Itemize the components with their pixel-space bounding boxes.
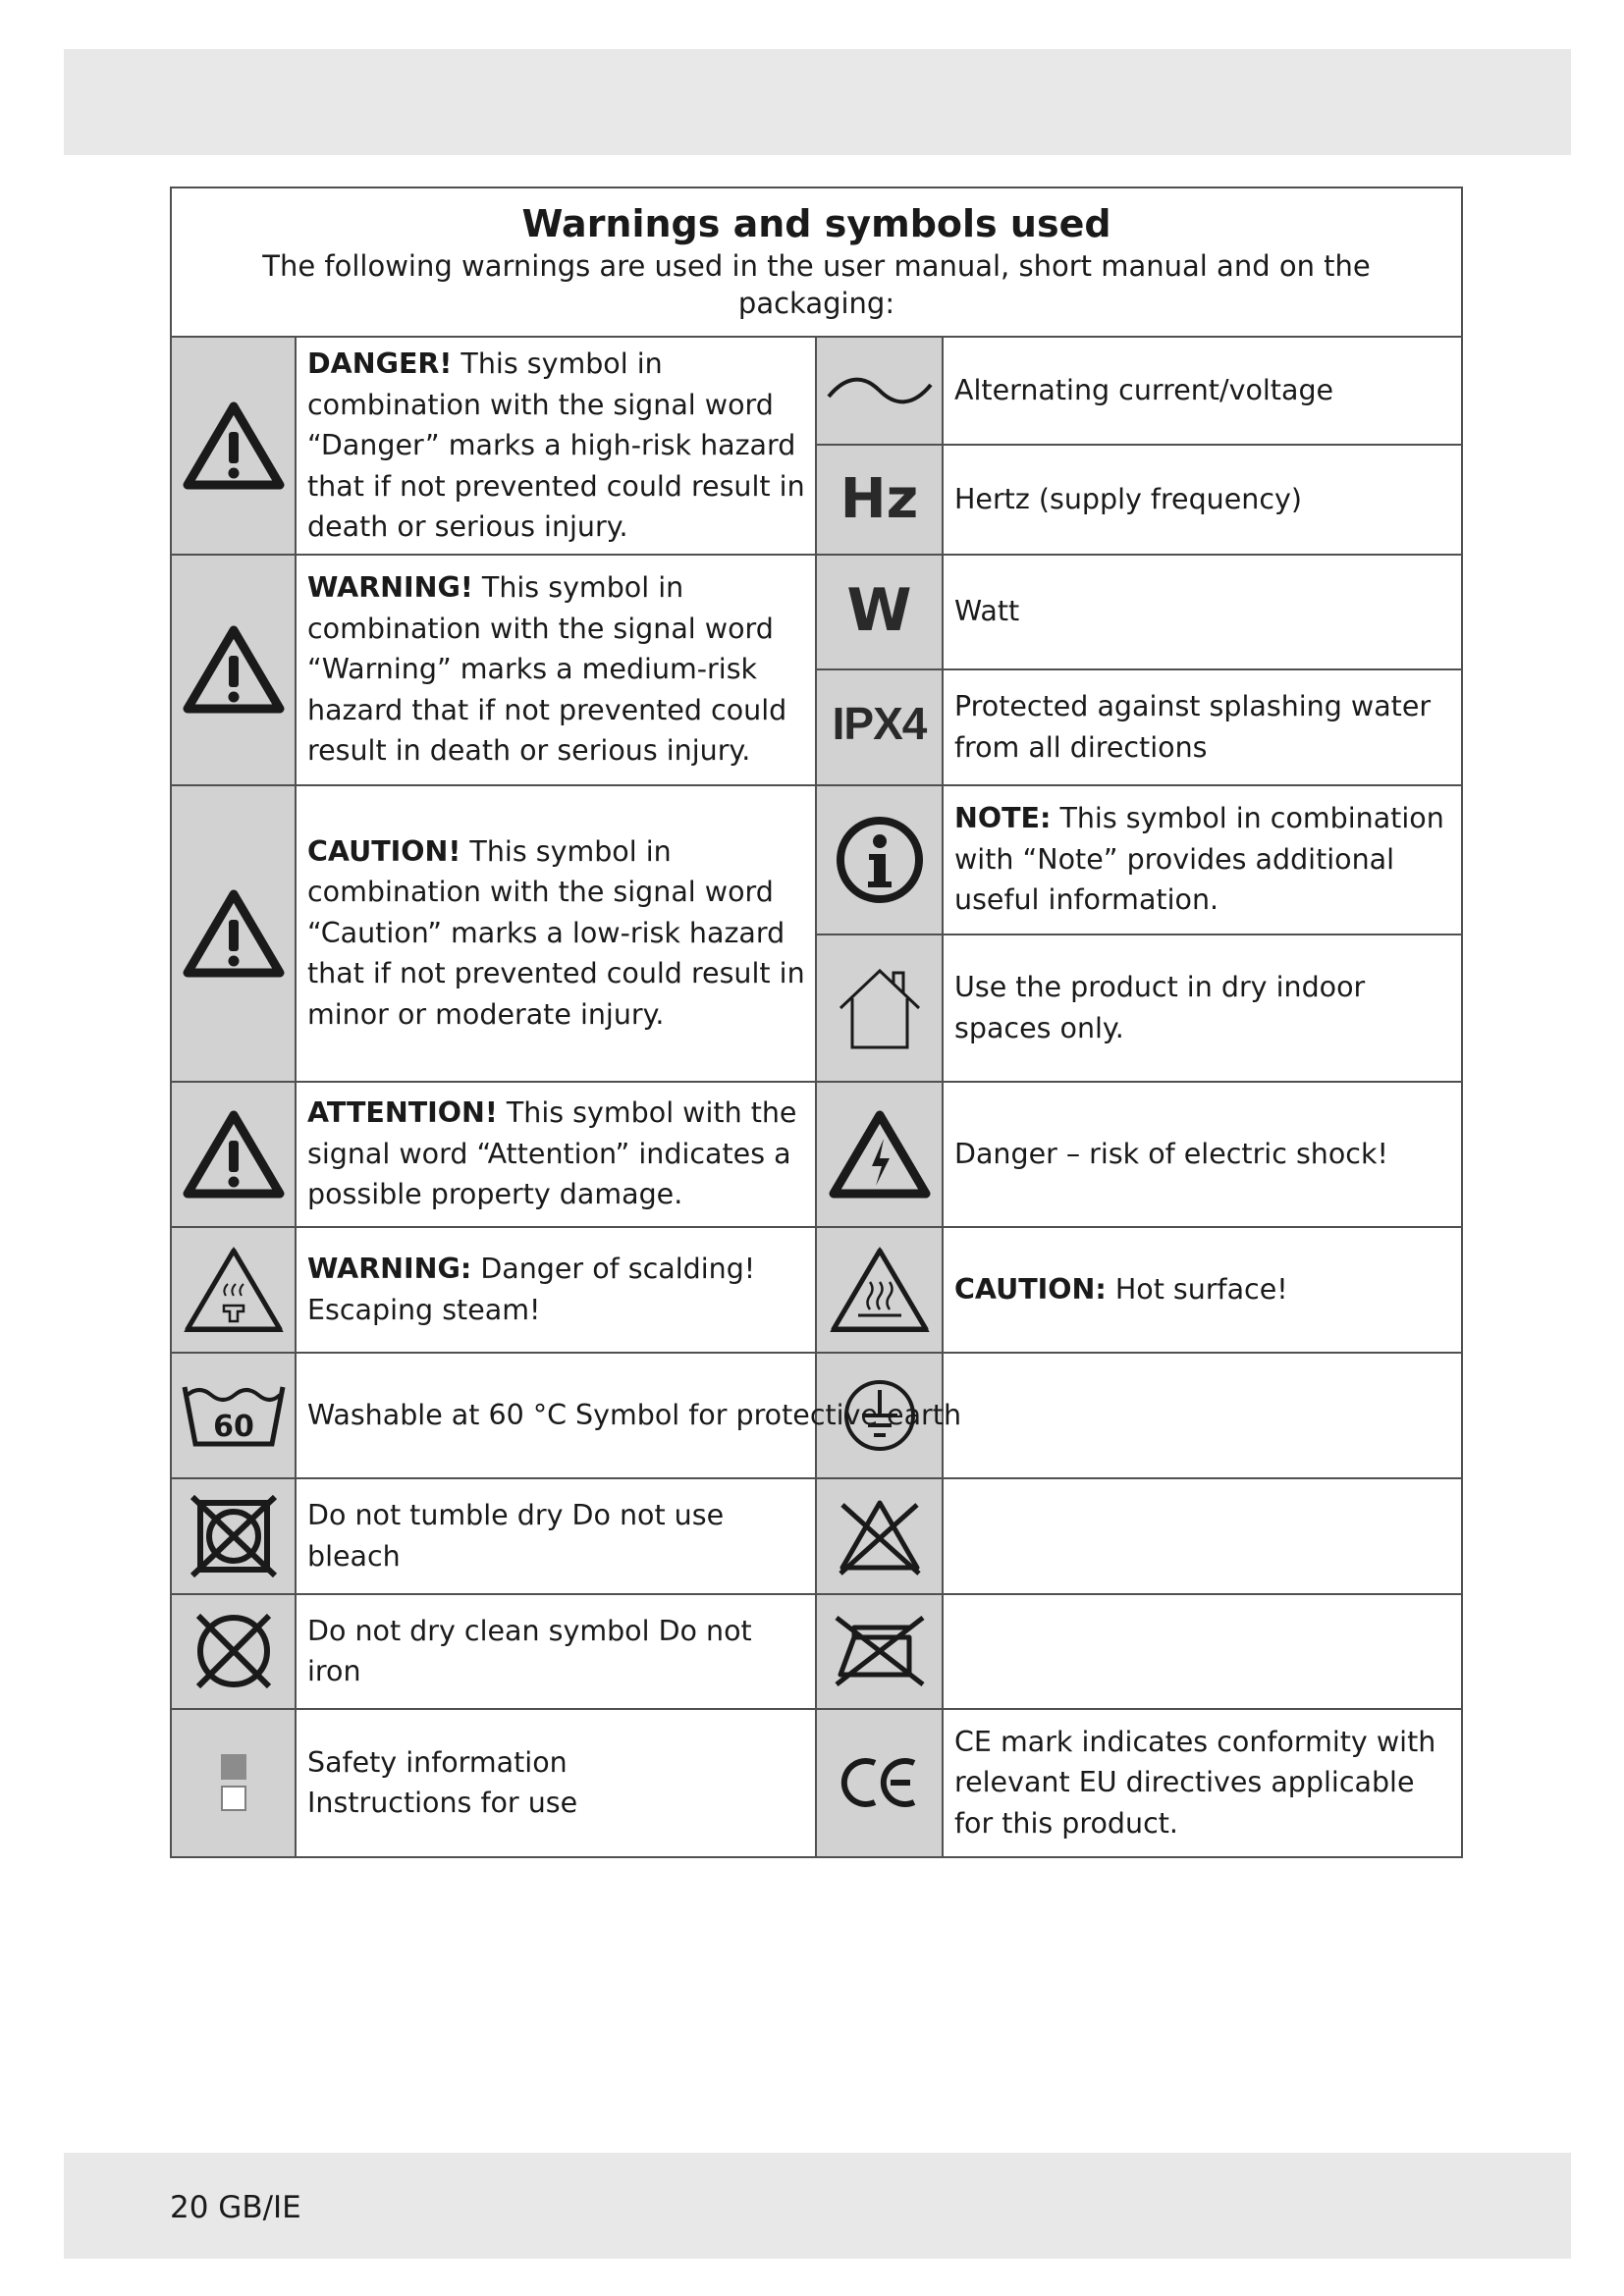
hot-label: CAUTION: [954,1272,1107,1306]
warning-triangle-icon [183,624,285,715]
ipx-text: Protected against splashing water from all directions [954,690,1432,764]
caution-label: CAUTION! [307,834,461,868]
indoor-text: Use the product in dry indoor spaces only. [954,971,1366,1044]
safety-info-text: Safety information [307,1745,568,1779]
caution-text-cell [296,785,816,1082]
attention-label: ATTENTION! [307,1096,498,1130]
danger-label: DANGER! [307,347,453,380]
footer-band [64,2153,1571,2259]
ce-text: CE mark indicates conformity with relevant EU directives applicable for this product. [954,1725,1436,1840]
grey-square-icon [221,1754,246,1780]
watt-text-cell [943,555,1462,669]
shock-text-cell [943,1082,1462,1227]
tumble-text: Do not tumble dry Do not use bleach [307,1499,725,1573]
ce-text-cell [943,1709,1462,1857]
caution-icon-cell [171,785,296,1082]
caution-text: This symbol in combination with the signal word “Caution” marks a low-risk hazard that if not prevented could result in minor or moderate injury. [307,834,805,1031]
shock-text: Danger – risk of electric shock! [954,1137,1388,1170]
ac-text: Alternating current/voltage [954,374,1334,407]
note-text: This symbol in combination with “Note” provides additional useful information. [954,802,1444,917]
attention-icon-cell [171,1082,296,1227]
hz-icon-cell [816,445,943,555]
house-icon [833,961,927,1055]
no-iron-icon [831,1612,929,1690]
tumble-icon-cell [171,1478,296,1594]
attention-text-cell [296,1082,816,1227]
scalding-text-cell [296,1227,816,1353]
hot-text: Hot surface! [1106,1272,1288,1306]
warning-triangle-icon [183,888,285,979]
warning-icon-cell [171,555,296,785]
note-icon-cell [816,785,943,934]
ce-icon-cell [816,1709,943,1857]
electric-shock-icon [829,1109,931,1200]
no-tumble-dry-icon [189,1495,279,1577]
ac-icon-cell [816,337,943,445]
note-text-cell [943,785,1462,934]
ac-text-cell [943,337,1462,445]
warning-text-cell [296,555,816,785]
danger-icon-cell [171,337,296,555]
legend-text-cell [296,1709,816,1857]
ce-mark-icon [836,1753,924,1812]
watt-text: Watt [954,595,1020,628]
steam-warning-icon [183,1245,285,1335]
dryclean-text-cell [296,1594,816,1709]
scalding-label: WARNING: [307,1253,472,1285]
warning-triangle-icon [183,1109,285,1200]
warning-label: WARNING! [307,571,473,605]
page-title: Warnings and symbols used [521,202,1111,245]
warning-text: This symbol in combination with the signal word “Warning” marks a medium-risk hazard that if not prevented could result in death or serious injury. [307,571,787,768]
indoor-text-cell [943,934,1462,1082]
wash-icon-cell [171,1353,296,1478]
hertz-icon: Hz [839,466,919,531]
header-band [64,49,1571,155]
attention-text: This symbol with the signal word “Attention” indicates a possible property damage. [307,1096,797,1211]
wash-text-cell [296,1353,962,1478]
warning-triangle-icon [183,400,285,491]
danger-text: This symbol in combination with the signal word “Danger” marks a high-risk hazard that if not prevented could result in death or serious injury. [307,347,805,543]
ipx-icon-cell [816,669,943,785]
washable-60-icon [182,1381,286,1450]
note-label: NOTE: [954,802,1052,835]
wash-temp-label: 60 [212,1409,254,1444]
iron-text-cell [943,1594,1462,1709]
hot-surface-icon [829,1245,931,1335]
scalding-text: Danger of scalding! Escaping steam! [307,1253,756,1326]
iron-icon-cell [816,1594,943,1709]
table-header [171,187,1462,337]
ipx4-icon: IPX4 [832,697,927,749]
no-bleach-icon [835,1495,925,1577]
alternating-current-icon [825,371,935,410]
instructions-text: Instructions for use [307,1787,578,1819]
shock-icon-cell [816,1082,943,1227]
watt-icon: W [846,576,912,646]
hot-icon-cell [816,1227,943,1353]
bleach-text-cell [943,1478,1462,1594]
indoor-icon-cell [816,934,943,1082]
hz-text-cell [943,445,1462,555]
hz-text: Hertz (supply frequency) [954,482,1302,515]
danger-text-cell [296,337,816,555]
earth-text-cell [943,1353,1462,1478]
bleach-icon-cell [816,1478,943,1594]
hot-text-cell [943,1227,1462,1353]
scalding-icon-cell [171,1227,296,1353]
ipx-text-cell [943,669,1462,785]
dryclean-text: Do not dry clean symbol Do not iron [307,1614,752,1687]
page-number: 20 GB/IE [170,2190,301,2225]
tumble-text-cell [296,1478,816,1594]
info-icon [833,813,927,907]
legend-icon-cell [171,1709,296,1857]
symbols-table [170,187,1463,1858]
dryclean-icon-cell [171,1594,296,1709]
wash-text: Washable at 60 °C Symbol for protective earth [307,1398,962,1431]
watt-icon-cell [816,555,943,669]
no-dry-clean-icon [189,1610,279,1692]
white-square-icon [221,1786,246,1811]
page-subtitle: The following warnings are used in the user manual, short manual and on the packaging: [262,249,1371,320]
